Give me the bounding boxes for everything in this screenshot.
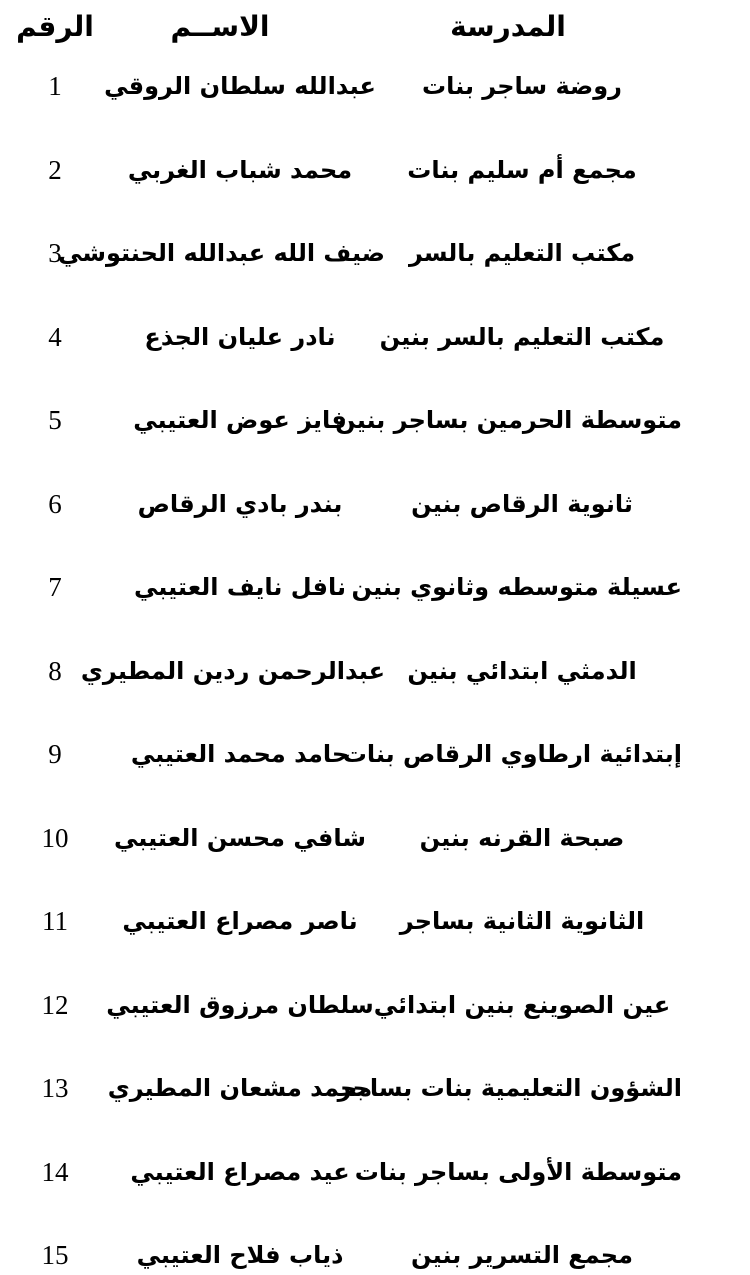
number-cell: 7 [48,572,62,602]
number-cell: 4 [48,321,62,352]
table-row [0,400,750,440]
school-cell: عين الصوينع بنين ابتدائي [373,990,671,1019]
name-cell: ضيف الله عبدالله الحنتوشي [58,239,385,267]
school-cell: ثانوية الرقاص بنين [411,489,633,518]
table-row [0,1068,750,1108]
school-cell: متوسطة الحرمين بساجر بنين [335,406,682,434]
name-cell: فايز عوض العتيبي [133,406,347,434]
name-cell: عبدالرحمن ردين المطيري [80,656,385,685]
name-cell: عيد مصراع العتيبي [130,1157,350,1186]
table-row [0,484,750,524]
name-cell: ذياب فلاح العتيبي [136,1241,344,1269]
table-row [0,985,750,1025]
school-cell: مجمع التسرير بنين [411,1241,633,1269]
table-header [0,6,750,48]
name-cell: بندر بادي الرقاص [137,489,343,518]
number-cell: 15 [41,1240,69,1270]
table-row [0,1235,750,1275]
table-row [0,150,750,190]
number-cell: 2 [48,154,62,185]
school-cell: متوسطة الأولى بساجر بنات [354,1157,682,1186]
number-cell: 9 [48,739,62,769]
table-row [0,651,750,691]
school-cell: مكتب التعليم بالسر بنين [379,322,665,351]
table-row [0,567,750,607]
number-cell: 3 [48,238,62,268]
number-cell: 1 [48,71,62,101]
school-cell: مجمع أم سليم بنات [407,155,637,184]
school-cell: روضة ساجر بنات [422,72,622,100]
number-cell: 6 [48,488,62,519]
name-cell: محمد مشعان المطيري [107,1074,373,1102]
number-cell: 10 [41,822,69,853]
name-cell: نافل نايف العتيبي [134,573,346,601]
number-cell: 8 [48,655,62,686]
name-cell: ناصر مصراع العتيبي [122,907,358,935]
number-cell: 5 [48,405,62,435]
school-cell: الثانوية الثانية بساجر [399,907,645,935]
column-header-number: الرقم [16,10,94,43]
table-row [0,317,750,357]
number-cell: 13 [41,1073,69,1103]
table-row [0,734,750,774]
table-row [0,901,750,941]
name-cell: نادر عليان الجذع [144,322,336,351]
school-cell: الشؤون التعليمية بنات بساجر [337,1074,682,1102]
table-row [0,818,750,858]
name-cell: عبدالله سلطان الروقي [104,72,376,100]
table-row [0,233,750,273]
school-cell: إبتدائية ارطاوي الرقاص بنات [342,740,682,768]
name-cell: سلطان مرزوق العتيبي [106,990,374,1019]
number-cell: 12 [41,989,69,1020]
number-cell: 11 [42,906,68,936]
name-cell: حامد محمد العتيبي [130,740,350,768]
table-row [0,66,750,106]
school-cell: صبحة القرنه بنين [419,823,625,852]
name-cell: محمد شباب الغربي [127,155,353,184]
column-header-school: المدرسة [450,10,566,43]
column-header-name: الاســم [170,10,270,43]
table-row [0,1152,750,1192]
school-cell: الدمثي ابتدائي بنين [407,656,637,685]
name-cell: شافي محسن العتيبي [114,823,366,852]
school-cell: عسيلة متوسطه وثانوي بنين [351,573,682,601]
school-cell: مكتب التعليم بالسر [408,239,636,267]
number-cell: 14 [41,1156,69,1187]
